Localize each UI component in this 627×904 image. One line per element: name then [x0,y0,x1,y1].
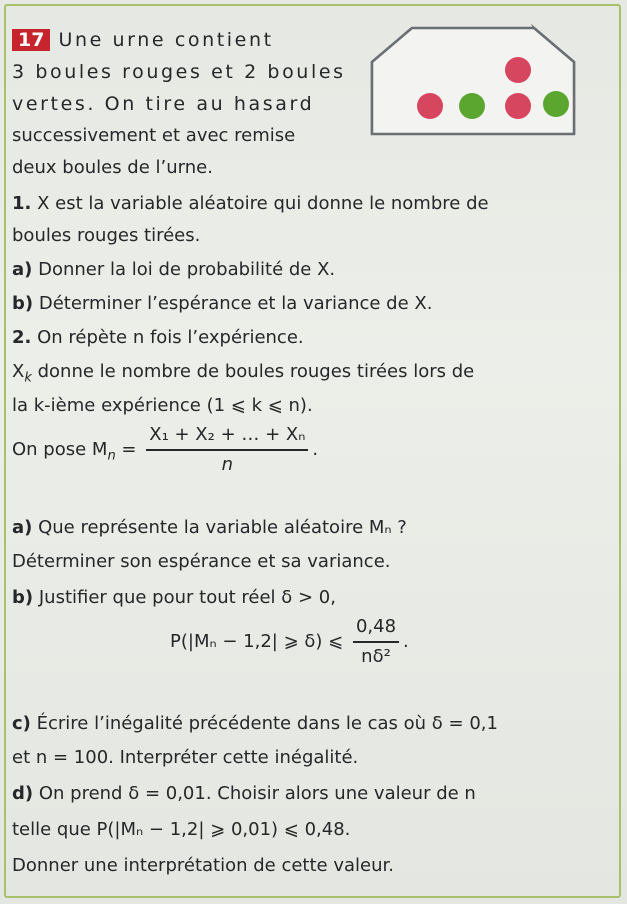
q1-b: b) Déterminer l’espérance et la variance de X. [12,293,433,314]
red-ball [505,57,531,83]
green-ball [459,93,485,119]
red-ball [417,93,443,119]
intro-line-2: 3 boules rouges et 2 boules [12,61,346,83]
q2-line-1: 2. On répète n fois l’expérience. [12,327,304,348]
q2-b: b) Justifier que pour tout réel δ > 0, [12,587,336,608]
green-ball [543,91,569,117]
q2-c-2: et n = 100. Interpréter cette inégalité. [12,747,359,768]
q2-a-2: Déterminer son espérance et sa variance. [12,551,391,572]
red-ball [505,93,531,119]
q1-line-1: 1. X est la variable aléatoire qui donne le nombre de [12,193,489,214]
intro-line-1: 17 Une urne contient [12,28,274,52]
exercise-number: 17 [12,29,50,51]
q1-line-2: boules rouges tirées. [12,225,201,246]
urn-illustration [368,22,578,137]
mean-fraction: $\frac{\text{X₁ + X₂ + … + Xₙ}}{n}$ [146,423,308,477]
q2-definition: On pose $M_n$ = $\frac{\text{X₁ + X₂ + … + Xₙ}}{n}$ . [12,424,319,475]
q2-line-3: la k-ième expérience (1 ⩽ k ⩽ n). [12,395,313,416]
q2-line-2: $X_k$ donne le nombre de boules rouges tirées lors de [12,361,475,386]
q2-c: c) Écrire l’inégalité précédente dans le cas où δ = 0,1 [12,713,498,734]
intro-line-5: deux boules de l’urne. [12,157,213,178]
q2-d-2: telle que P(|Mₙ − 1,2| ⩾ 0,01) ⩽ 0,48. [12,819,351,840]
intro-line-3: vertes. On tire au hasard [12,93,315,115]
chebyshev-inequality: P(|Mₙ − 1,2| ⩾ δ) ⩽ $\frac{0,48}{\text{nδ²}}$ . [170,616,409,667]
inequality-fraction: $\frac{0,48}{\text{nδ²}}$ [353,615,399,669]
intro-line-4: successivement et avec remise [12,125,296,146]
q2-a: a) Que représente la variable aléatoire Mₙ ? [12,517,407,538]
q2-d: d) On prend δ = 0,01. Choisir alors une valeur de n [12,783,476,804]
q2-d-3: Donner une interprétation de cette valeur. [12,855,394,876]
q1-a: a) Donner la loi de probabilité de X. [12,259,336,280]
